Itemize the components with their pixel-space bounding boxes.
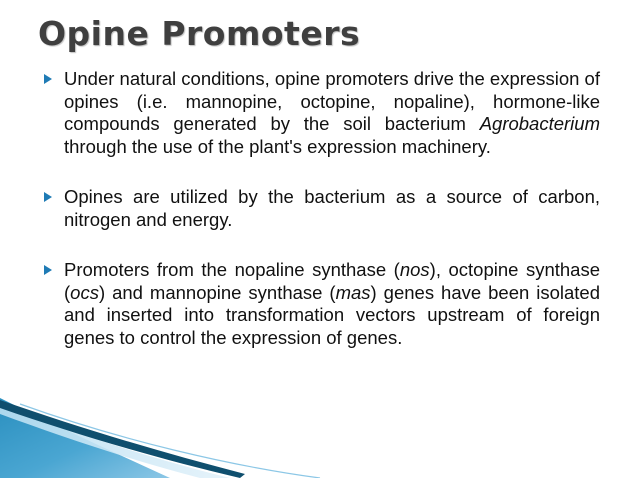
bullet-item (38, 186, 600, 231)
bullet-arrow-icon (44, 265, 52, 275)
text-run: Opines are utilized by the bacterium as a source of carbon, nitrogen and energy. (64, 186, 600, 230)
bullet-list (38, 68, 600, 377)
text-run: ) and mannopine synthase ( (98, 281, 336, 303)
text-run: through the use of the plant's expression machinery. (64, 135, 491, 157)
swoosh-dark-stroke (0, 400, 245, 478)
swoosh-light-band (0, 405, 230, 478)
bullet-item (38, 259, 600, 349)
text-run: Promoters from the nopaline synthase ( (64, 259, 400, 280)
slide-title: Opine Promoters (38, 14, 361, 53)
bullet-item (38, 68, 600, 158)
text-run-italic: mas (335, 281, 371, 303)
bullet-text (64, 68, 600, 158)
text-run-italic: nos (399, 259, 430, 280)
text-run: Under natural conditions, opine promoters drive the expression of opines (i.e. mannopine, octopine, nopaline), hormone-like compounds generated by the soil bacterium (64, 68, 600, 134)
text-run-italic: ocs (70, 281, 99, 303)
bullet-text (64, 259, 600, 349)
bullet-arrow-icon (44, 192, 52, 202)
swoosh-base (0, 398, 170, 478)
bullet-text (64, 186, 600, 231)
swoosh-thin-line (20, 404, 320, 478)
text-run: ) genes have been isolated and inserted into transformation vectors upstream of foreign genes to control the expression of genes. (64, 281, 600, 348)
text-run-italic: Agrobacterium (479, 113, 600, 134)
bullet-arrow-icon (44, 74, 52, 84)
text-run: ), octopine synthase ( (64, 259, 600, 303)
